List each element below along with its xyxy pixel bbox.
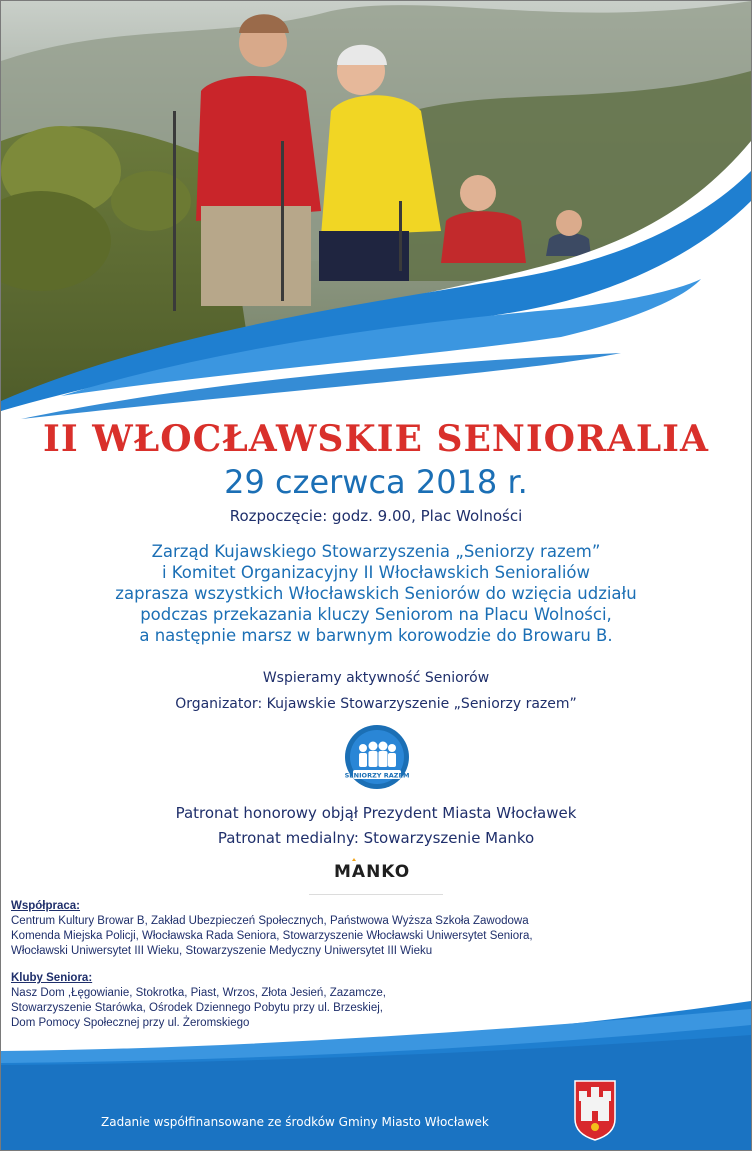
honorary-patronage: Patronat honorowy objął Prezydent Miasta Włocławek xyxy=(175,804,577,822)
invitation-line: podczas przekazania kluczy Seniorom na Placu Wolności, xyxy=(140,605,612,624)
clubs-line: Nasz Dom ,Łęgowianie, Stokrotka, Piast, Wrzos, Złota Jesień, Zazamcze, xyxy=(11,987,386,999)
divider xyxy=(309,894,443,895)
invitation-line: Zarząd Kujawskiego Stowarzyszenia „Seniorzy razem” xyxy=(151,542,601,561)
manko-logo-text: MANKO xyxy=(334,862,411,882)
clubs-heading: Kluby Seniora: xyxy=(11,972,93,984)
cooperation-line: Włocławski Uniwersytet III Wieku, Stowarzyszenie Medyczny Uniwersytet III Wieku xyxy=(11,945,433,957)
badge-label: SENIORZY RAZEM xyxy=(344,771,410,780)
funding-note: Zadanie współfinansowane ze środków Gminy Miasto Włocławek xyxy=(101,1115,489,1129)
event-title: II WŁOCŁAWSKIE SENIORALIA xyxy=(43,418,709,460)
cooperation-line: Komenda Miejska Policji, Włocławska Rada Seniora, Stowarzyszenie Włocławski Uniwersytet Seniora, xyxy=(11,930,533,942)
clubs-line: Dom Pomocy Społecznej przy ul. Żeromskiego xyxy=(11,1017,250,1029)
clubs-line: Stowarzyszenie Starówka, Ośrodek Dziennego Pobytu przy ul. Brzeskiej, xyxy=(11,1002,383,1014)
media-patronage: Patronat medialny: Stowarzyszenie Manko xyxy=(217,829,535,847)
invitation-line: a następnie marsz w barwnym korowodzie do Browaru B. xyxy=(139,626,613,645)
invitation-line: zaprasza wszystkich Włocławskich Seniorów do wzięcia udziału xyxy=(115,584,637,603)
start-time: Rozpoczęcie: godz. 9.00, Plac Wolności xyxy=(229,507,523,525)
organizer-line: Organizator: Kujawskie Stowarzyszenie „Seniorzy razem” xyxy=(175,696,577,712)
cooperation-heading: Współpraca: xyxy=(11,900,81,912)
invitation-text xyxy=(1,541,751,646)
hero-image xyxy=(1,1,751,431)
wloclawek-coat-of-arms-icon xyxy=(573,1079,617,1141)
support-slogan: Wspieramy aktywność Seniorów xyxy=(262,670,490,686)
manko-logo xyxy=(334,858,424,884)
cooperation-section xyxy=(11,899,731,959)
seniorzy-razem-logo xyxy=(343,724,411,790)
cooperation-line: Centrum Kultury Browar B, Zakład Ubezpieczeń Społecznych, Państwowa Wyższa Szkoła Zawodowa xyxy=(11,915,529,927)
invitation-line: i Komitet Organizacyjny II Włocławskich Senioraliów xyxy=(161,563,591,582)
event-date: 29 czerwca 2018 r. xyxy=(224,463,528,501)
